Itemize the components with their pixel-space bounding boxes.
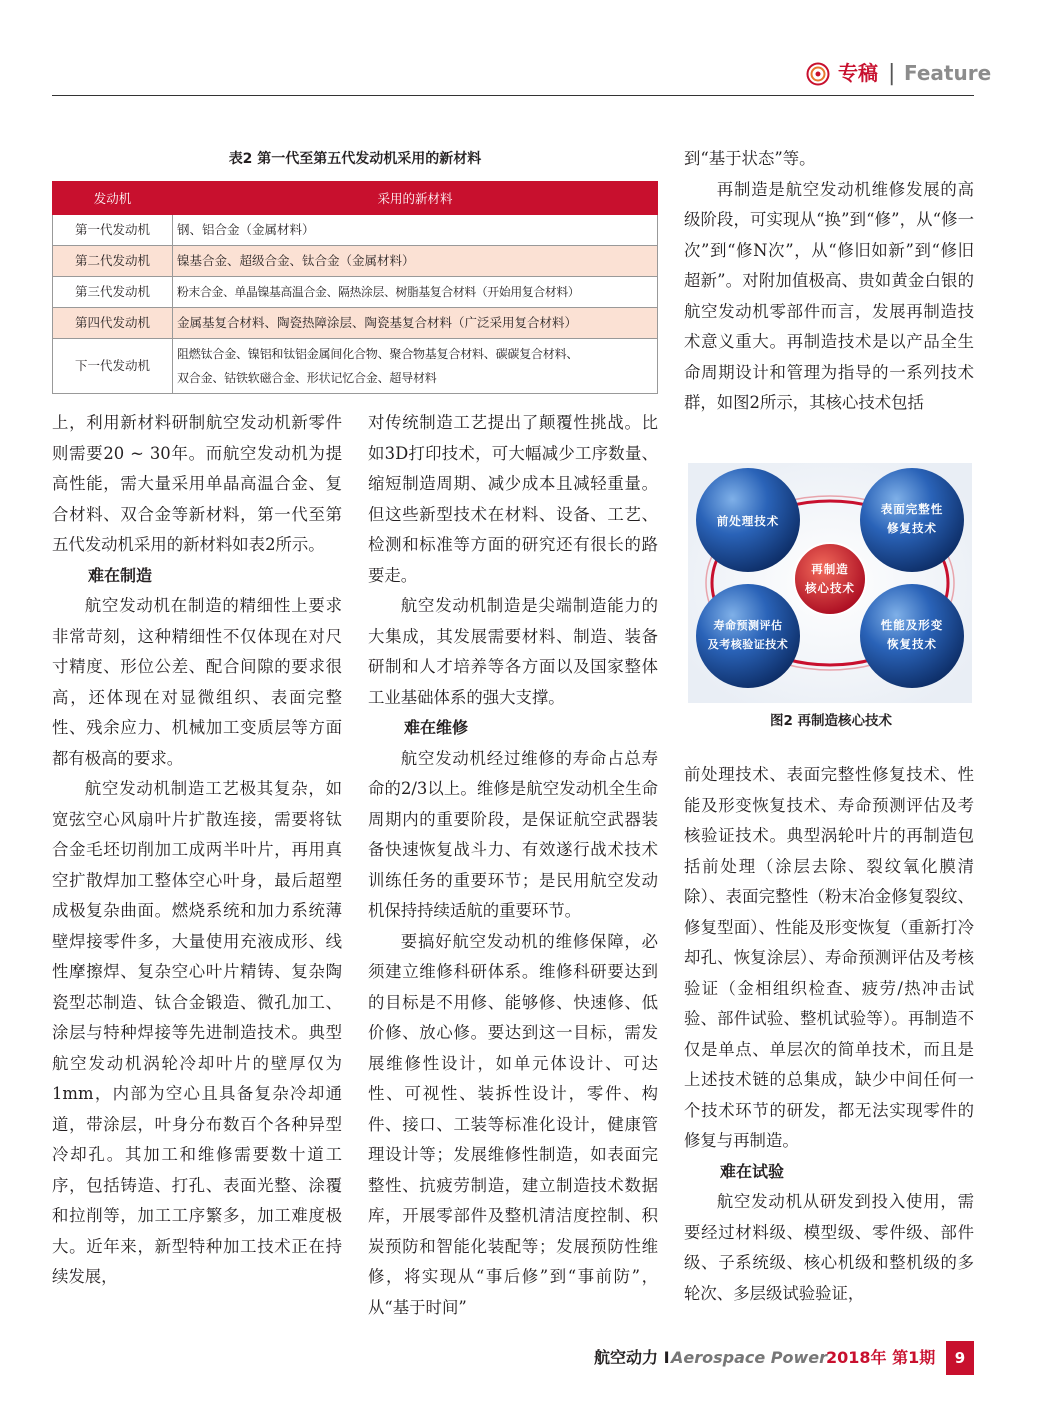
engine-cell: 第二代发动机: [53, 246, 173, 277]
center-label: 核心技术: [805, 581, 855, 595]
tech-center-remanufacturing: [794, 543, 866, 615]
materials-line: 双合金、钴铁软磁合金、形状记忆合金、超导材料: [177, 371, 437, 385]
engine-cell: 下一代发动机: [53, 339, 173, 394]
tech-label: 修复技术: [887, 521, 937, 535]
materials-cell: 镍基合金、超级合金、钛合金（金属材料）: [173, 246, 658, 277]
body-column-1: [52, 408, 342, 1293]
table-row: [53, 308, 658, 339]
tech-ball-surface-integrity: [860, 468, 964, 572]
table-row: [53, 246, 658, 277]
engine-cell: 第一代发动机: [53, 215, 173, 246]
journal-name-en: Aerospace Power: [671, 1348, 828, 1367]
tech-ball-life-prediction: [696, 584, 800, 688]
tech-label: 寿命预测评估: [713, 619, 783, 632]
paragraph: 前处理技术、表面完整性修复技术、性能及形变恢复技术、寿命预测评估及考核验证技术。典型涡轮叶片的再制造包括前处理（涂层去除、裂纹氧化膜清除）、表面完整性（粉末冶金修复裂纹、修复型面）、性能及形变恢复（重新打冷却孔、恢复涂层）、寿命预测评估及考核验证（金相组织检查、疲劳/热冲击试验、部件试验、整机试验等）。再制造不仅是单点、单层次的简单技术，而且是上述技术链的总集成，缺少中间任何一个技术环节的研发，都无法实现零件的修复与再制造。: [684, 765, 974, 1150]
section-heading-maintenance: 难在维修: [404, 718, 469, 737]
paragraph: 再制造是航空发动机维修发展的高级阶段，可实现从“换”到“修”，从“修一次”到“修N次”，从“修旧如新”到“修旧超新”。对附加值极高、贵如黄金白银的航空发动机零部件而言，发展再制造技术意义重大。再制造技术是以产品全生命周期设计和管理为指导的一系列技术群，如图2所示，其核心技术包括: [684, 179, 974, 412]
body-column-3-top: [684, 144, 974, 419]
remanufacturing-core-tech-diagram: [688, 463, 972, 703]
tech-ball-deformation-recovery: [860, 584, 964, 688]
tech-label: 性能及形变: [880, 618, 944, 632]
table-row: [53, 339, 658, 394]
table-title: 表2 第一代至第五代发动机采用的新材料: [228, 151, 482, 167]
materials-cell: 金属基复合材料、陶瓷热障涂层、陶瓷基复合材料（广泛采用复合材料）: [173, 308, 658, 339]
footer-journal-zh: [594, 1346, 670, 1370]
paragraph: 航空发动机在制造的精细性上要求非常苛刻，这种精细性不仅体现在对尺寸精度、形位公差、配合间隙的要求很高，还体现在对显微组织、表面完整性、残余应力、机械加工变质层等方面都有极高的要求。: [52, 596, 342, 768]
body-column-3-bottom: [684, 760, 974, 1309]
paragraph: 航空发动机从研发到投入使用，需要经过材料级、模型级、零件级、部件级、子系统级、核心机级和整机级的多轮次、多层级试验验证，: [684, 1192, 974, 1303]
paragraph: 对传统制造工艺提出了颠覆性挑战。比如3D打印技术，可大幅减少工序数量、缩短制造周期、减少成本且减轻重量。但这些新型技术在材料、设备、工艺、检测和标准等方面的研究还有很长的路要走。: [368, 413, 658, 585]
materials-line: 阻燃钛合金、镍铝和钛铝金属间化合物、聚合物基复合材料、碳碳复合材料、: [177, 347, 579, 361]
paragraph: 航空发动机制造是尖端制造能力的大集成，其发展需要材料、制造、装备研制和人才培养等各方面以及国家整体工业基础体系的强大支撑。: [368, 596, 658, 707]
section-label-zh: 专稿: [838, 61, 878, 85]
engine-cell: 第四代发动机: [53, 308, 173, 339]
center-label: 再制造: [811, 562, 849, 576]
footer-separator: I: [663, 1348, 670, 1367]
paragraph: 要搞好航空发动机的维修保障，必须建立维修科研体系。维修科研要达到的目标是不用修、能够修、快速修、低价修、放心修。要达到这一目标，需发展维修性设计，如单元体设计、可达性、可视性、装拆性设计，零件、构件、接口、工装等标准化设计，健康管理设计等；发展维修性制造，如表面完整性、抗疲劳制造，建立制造技术数据库，开展零部件及整机清洁度控制、积炭预防和智能化装配等；发展预防性维修，将实现从“事后修”到“事前防”，从“基于时间”: [368, 931, 658, 1317]
table-header-engine: 发动机: [53, 182, 173, 215]
tech-label: 前处理技术: [716, 514, 780, 528]
header-rule: [52, 95, 974, 96]
table-header-materials: 采用的新材料: [173, 182, 658, 215]
materials-table: [52, 181, 658, 394]
issue-label: 2018年 第1期: [826, 1348, 936, 1367]
section-label-en: Feature: [904, 61, 992, 85]
page-number: 9: [946, 1341, 974, 1375]
tech-ball-pretreatment: [696, 468, 800, 572]
table-row: [53, 277, 658, 308]
tech-label: 及考核验证技术: [707, 638, 789, 651]
section-heading-manufacture: 难在制造: [88, 565, 153, 585]
table-header-row: [53, 182, 658, 215]
engine-cell: 第三代发动机: [53, 277, 173, 308]
journal-logo-icon: [806, 62, 830, 86]
figure-caption: 图2 再制造核心技术: [769, 713, 893, 729]
section-heading-test: 难在试验: [720, 1161, 785, 1181]
paragraph: 到“基于状态”等。: [684, 149, 816, 168]
body-column-2: [368, 408, 658, 1323]
materials-cell: 钢、铝合金（金属材料）: [173, 215, 658, 246]
header-separator: |: [888, 61, 896, 86]
tech-label: 恢复技术: [887, 637, 937, 651]
paragraph: 航空发动机制造工艺极其复杂，如宽弦空心风扇叶片扩散连接，需要将钛合金毛坯切削加工成两半叶片，再用真空扩散焊加工整体空心叶身，最后超塑成极复杂曲面。燃烧系统和加力系统薄壁焊接零件多，大量使用充液成形、线性摩擦焊、复杂空心叶片精铸、复杂陶瓷型芯制造、钛合金锻造、微孔加工、涂层与特种焊接等先进制造技术。典型航空发动机涡轮冷却叶片的壁厚仅为1mm，内部为空心且具备复杂冷却通道，带涂层，叶身分布数百个各种异型冷却孔。其加工和维修需要数十道工序，包括铸造、打孔、表面光整、涂覆和拉削等，加工工序繁多，加工难度极大。近年来，新型特种加工技术正在持续发展，: [52, 779, 342, 1286]
materials-cell: 粉末合金、单晶镍基高温合金、隔热涂层、树脂基复合材料（开始用复合材料）: [173, 277, 658, 308]
table-row: [53, 215, 658, 246]
journal-name-zh: 航空动力: [594, 1348, 659, 1367]
paragraph: 上，利用新材料研制航空发动机新零件则需要20 ~ 30年。而航空发动机为提高性能，需大量采用单晶高温合金、复合材料、双合金等新材料，第一代至第五代发动机采用的新材料如表2所示。: [52, 413, 342, 554]
materials-cell: [173, 339, 658, 394]
tech-label: 表面完整性: [880, 502, 944, 516]
paragraph: 航空发动机经过维修的寿命占总寿命的2/3以上。维修是航空发动机全生命周期内的重要阶段，是保证航空武器装备快速恢复战斗力、有效遂行战术技术训练任务的重要环节；是民用航空发动机保持持续适航的重要环节。: [368, 748, 658, 920]
